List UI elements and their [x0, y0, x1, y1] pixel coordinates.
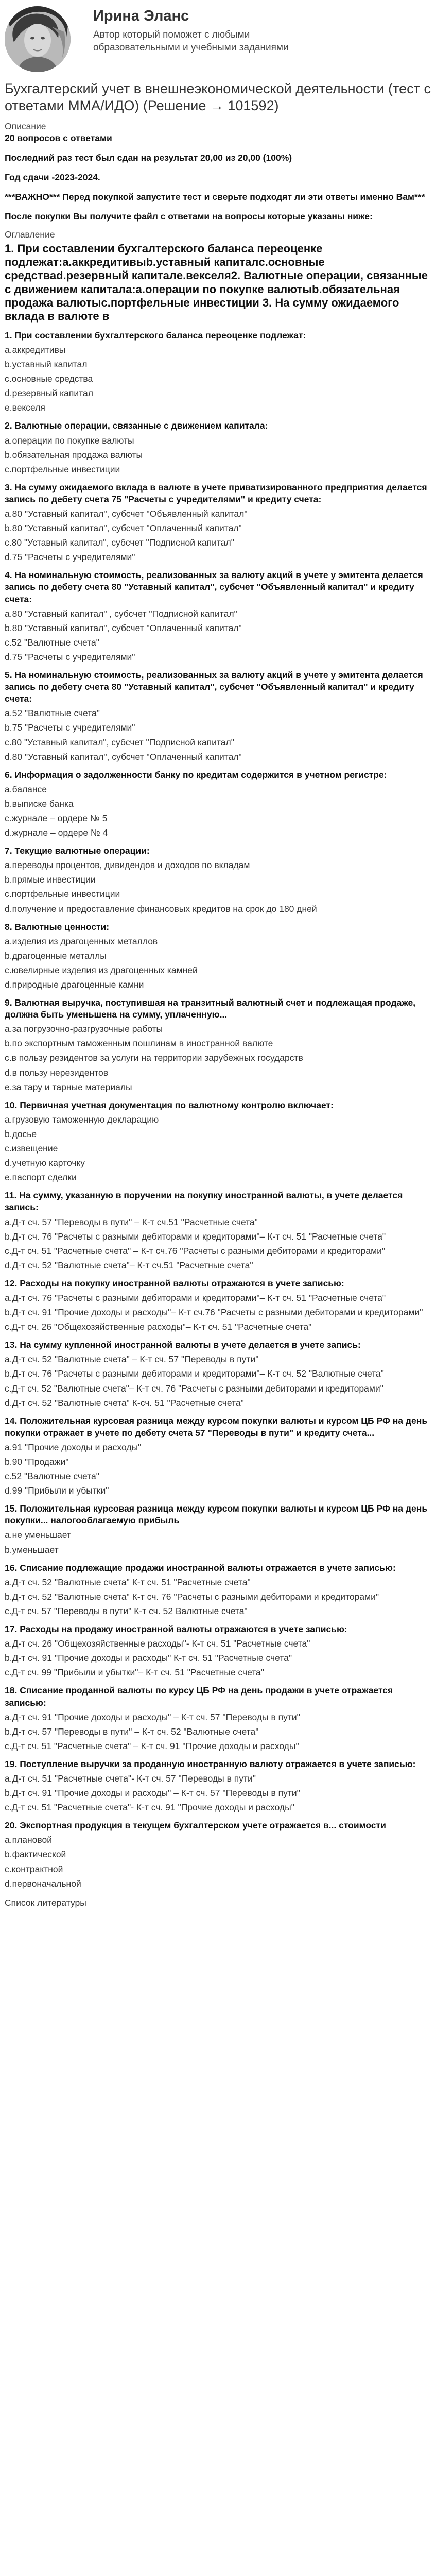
answer-option: a.аккредитивы [5, 344, 66, 355]
question-block [5, 921, 431, 991]
toc-label: Оглавление [5, 229, 55, 240]
answer-option: b.досье [5, 1128, 37, 1139]
question-title: 9. Валютная выручка, поступившая на транзитный валютный счет и подлежащая продаже, должна быть уменьшена на сумму, уплаченную... [5, 997, 416, 1020]
answer-option: c.журнале – ордере № 5 [5, 812, 108, 823]
answer-option: b.выписке банка [5, 798, 74, 809]
answer-option: d.75 "Расчеты с учредителями" [5, 552, 135, 563]
answer-option: c.Д-т сч. 51 "Расчетные счета" – К-т сч. 91 "Прочие доходы и расходы" [5, 1740, 299, 1751]
question-title: 3. На сумму ожидаемого вклада в валюте в учете приватизированного предприятия делается запись по дебету счета 75 "Расчеты с учредителями" и кредиту счета: [5, 482, 427, 504]
answer-option: c.в пользу резидентов за услуги на территории зарубежных государств [5, 1053, 303, 1063]
question-block [5, 1099, 431, 1184]
question-block [5, 1339, 431, 1409]
answer-option: b.80 "Уставный капитал", субсчет "Оплаченный капитал" [5, 622, 242, 633]
answer-option: a.80 "Уставный капитал", субсчет "Объявленный капитал" [5, 509, 248, 519]
answer-option: a.52 "Валютные счета" [5, 708, 100, 719]
answer-option: b.обязательная продажа валюты [5, 449, 143, 460]
question-block [5, 769, 431, 839]
answer-option: a.Д-т сч. 26 "Общехозяйственные расходы"- К-т сч. 51 "Расчетные счета" [5, 1638, 310, 1649]
answer-option: b.Д-т сч. 57 "Переводы в пути" – К-т сч. 52 "Валютные счета" [5, 1726, 259, 1737]
important-notice: ***ВАЖНО*** Перед покупкой запустите тест и сверьте подходят ли эти ответы именно Вам*** [5, 192, 425, 202]
question-title: 6. Информация о задолженности банку по кредитам содержится в учетном регистре: [5, 769, 387, 780]
answer-option: b.Д-т сч. 52 "Валютные счета" К-т сч. 76 "Расчеты с разными дебиторами и кредиторами" [5, 1591, 379, 1602]
answer-option: b.прямые инвестиции [5, 874, 96, 885]
exam-year: Год сдачи -2023-2024. [5, 172, 100, 183]
answer-option: a.Д-т сч. 57 "Переводы в пути" – К-т сч.51 "Расчетные счета" [5, 1216, 258, 1227]
answer-option: c.52 "Валютные счета" [5, 1471, 99, 1482]
question-block [5, 1415, 431, 1497]
answer-option: b.90 "Продажи" [5, 1456, 69, 1467]
question-title: 20. Экспортная продукция в текущем бухгалтерском учете отражается в... стоимости [5, 1820, 386, 1831]
answer-option: c.52 "Валютные счета" [5, 637, 99, 648]
question-block [5, 669, 431, 763]
answer-option: b.75 "Расчеты с учредителями" [5, 722, 135, 733]
answer-option: c.Д-т сч. 51 "Расчетные счета"- К-т сч. 91 "Прочие доходы и расходы" [5, 1802, 294, 1813]
answer-option: c.Д-т сч. 52 "Валютные счета"– К-т сч. 76 "Расчеты с разными дебиторами и кредиторами" [5, 1383, 383, 1394]
question-title: 13. На сумму купленной иностранной валюты в учете делается в учете запись: [5, 1340, 361, 1350]
question-title: 7. Текущие валютные операции: [5, 845, 150, 856]
answer-option: c.контрактной [5, 1863, 63, 1874]
answer-option: d.99 "Прибыли и убытки" [5, 1485, 109, 1496]
answer-option: c.Д-т сч. 57 "Переводы в пути" К-т сч. 52 Валютные счета" [5, 1605, 248, 1616]
answer-option: c.Д-т сч. 26 "Общехозяйственные расходы"– К-т сч. 51 "Расчетные счета" [5, 1321, 312, 1332]
question-block [5, 1623, 431, 1679]
answer-option: d.Д-т сч. 52 "Валютные счета"– К-т сч.51 "Расчетные счета" [5, 1260, 253, 1270]
question-block [5, 997, 431, 1093]
question-title: 12. Расходы на покупку иностранной валюты отражаются в учете записью: [5, 1278, 344, 1289]
question-block [5, 569, 431, 663]
avatar-portrait-icon [5, 6, 71, 72]
question-block [5, 1503, 431, 1555]
answer-option: a.Д-т сч. 52 "Валютные счета" – К-т сч. 57 "Переводы в пути" [5, 1354, 259, 1365]
answer-option: a.плановой [5, 1835, 53, 1845]
question-title: 10. Первичная учетная документация по валютному контролю включает: [5, 1099, 334, 1110]
description-label: Описание [5, 121, 46, 131]
question-block [5, 330, 431, 414]
answer-option: d.резервный капитал [5, 388, 93, 399]
question-title: 14. Положительная курсовая разница между курсом покупки валюты и курсом ЦБ РФ на день покупки отражает в учете по дебету счета 57 "Переводы в пути" и кредиту счета... [5, 1415, 428, 1438]
question-block [5, 1685, 431, 1752]
answer-option: a.Д-т сч. 91 "Прочие доходы и расходы" – К-т сч. 57 "Переводы в пути" [5, 1711, 300, 1722]
answer-option: a.за погрузочно-разгрузочные работы [5, 1024, 163, 1035]
question-block [5, 482, 431, 564]
question-block [5, 1190, 431, 1272]
answer-option: b.уставный капитал [5, 359, 88, 370]
answer-option: c.портфельные инвестиции [5, 889, 120, 900]
question-title: 2. Валютные операции, связанные с движением капитала: [5, 420, 268, 431]
answer-option: c.извещение [5, 1143, 58, 1154]
answer-option: a.операции по покупке валюты [5, 435, 134, 446]
answer-option: c.80 "Уставный капитал", субсчет "Подписной капитал" [5, 737, 234, 748]
answer-option: b.уменьшает [5, 1544, 59, 1555]
answer-option: b.Д-т сч. 91 "Прочие доходы и расходы"– К-т сч.76 "Расчеты с разными дебиторами и кредиторами" [5, 1307, 423, 1318]
author-profile [5, 6, 431, 72]
question-title: 1. При составлении бухгалтерского баланса переоценке подлежат: [5, 330, 306, 341]
question-block [5, 1562, 431, 1617]
answer-option: a.переводы процентов, дивидендов и доходов по вкладам [5, 860, 250, 871]
question-title: 18. Списание проданной валюты по курсу ЦБ РФ на день продажи в учете отражается записью: [5, 1685, 393, 1708]
references-label: Список литературы [5, 1897, 86, 1908]
answer-option: a.Д-т сч. 51 "Расчетные счета"- К-т сч. 57 "Переводы в пути" [5, 1773, 256, 1784]
question-block [5, 1278, 431, 1333]
answer-option: c.основные средства [5, 374, 93, 384]
answer-option: c.80 "Уставный капитал", субсчет "Подписной капитал" [5, 537, 234, 548]
author-avatar[interactable] [5, 6, 71, 72]
answer-option: b.Д-т сч. 76 "Расчеты с разными дебиторами и кредиторами"– К-т сч. 52 "Валютные счета" [5, 1368, 384, 1379]
answer-option: b.Д-т сч. 91 "Прочие доходы и расходы" – К-т сч. 57 "Переводы в пути" [5, 1788, 300, 1799]
question-block [5, 420, 431, 475]
answer-option: b.80 "Уставный капитал", субсчет "Оплаченный капитал" [5, 523, 242, 534]
answer-option: e.за тару и тарные материалы [5, 1081, 132, 1092]
answer-option: b.фактической [5, 1849, 66, 1860]
toc-text: 1. При составлении бухгалтерского баланса переоценке подлежат:a.аккредитивыb.уставный капиталc.основные средстваd.резервный капиталe.векселя2. Валютные операции, связанные с движением капитала:a.операции по покупке валютыb.обязательная продажа валютыc.портфельные инвестиции 3. На сумму ожидаемого вклада в валюте в [5, 242, 428, 323]
answer-option: c.ювелирные изделия из драгоценных камней [5, 964, 198, 975]
question-title: 8. Валютные ценности: [5, 921, 110, 932]
answer-option: a.не уменьшает [5, 1530, 71, 1540]
answer-option: c.портфельные инвестиции [5, 464, 120, 474]
answers-count: 20 вопросов с ответами [5, 132, 112, 143]
questions-list [5, 330, 431, 1890]
document-title: Бухгалтерский учет в внешнеэкономической деятельности (тест с ответами ММА/ИДО) (Решение → 101592) [5, 81, 431, 113]
question-block [5, 1758, 431, 1814]
answer-option: d.80 "Уставный капитал", субсчет "Оплаченный капитал" [5, 751, 242, 762]
answer-option: d.в пользу нерезидентов [5, 1067, 109, 1078]
last-pass-result: Последний раз тест был сдан на результат 20,00 из 20,00 (100%) [5, 152, 292, 163]
answer-option: a.Д-т сч. 76 "Расчеты с разными дебиторами и кредиторами"– К-т сч. 51 "Расчетные счета" [5, 1292, 386, 1303]
answer-option: d.Д-т сч. 52 "Валютные счета" К-сч. 51 "Расчетные счета" [5, 1397, 244, 1408]
answer-option: c.Д-т сч. 99 "Прибыли и убытки"– К-т сч. 51 "Расчетные счета" [5, 1667, 264, 1678]
question-title: 19. Поступление выручки за проданную иностранную валюту отражается в учете записью: [5, 1758, 416, 1769]
answer-option: c.Д-т сч. 51 "Расчетные счета" – К-т сч.76 "Расчеты с разными дебиторами и кредиторами" [5, 1245, 386, 1256]
answer-option: a.91 "Прочие доходы и расходы" [5, 1442, 142, 1452]
answer-option: b.Д-т сч. 76 "Расчеты с разными дебиторами и кредиторами"– К-т сч. 51 "Расчетные счета" [5, 1231, 386, 1242]
author-name[interactable]: Ирина Эланс [93, 8, 189, 24]
question-title: 16. Списание подлежащие продажи иностранной валюты отражается в учете записью: [5, 1562, 396, 1573]
answer-option: d.журнале – ордере № 4 [5, 827, 108, 838]
answer-option: b.Д-т сч. 91 "Прочие доходы и расходы" К-т сч. 51 "Расчетные счета" [5, 1653, 292, 1664]
question-block [5, 1820, 431, 1889]
answer-option: a.грузовую таможенную декларацию [5, 1114, 159, 1125]
answer-option: a.изделия из драгоценных металлов [5, 936, 158, 946]
answer-option: a.балансе [5, 784, 47, 794]
answer-option: d.природные драгоценные камни [5, 979, 144, 990]
after-purchase-note: После покупки Вы получите файл с ответами на вопросы которые указаны ниже: [5, 211, 373, 222]
question-title: 11. На сумму, указанную в поручении на покупку иностранной валюты, в учете делается запись: [5, 1190, 403, 1213]
answer-option: d.75 "Расчеты с учредителями" [5, 651, 135, 662]
question-title: 15. Положительная курсовая разница между курсом покупки валюты и курсом ЦБ РФ на день покупки... налогооблагаемую прибыль [5, 1503, 428, 1526]
answer-option: d.получение и предоставление финансовых кредитов на срок до 180 дней [5, 903, 317, 914]
answer-option: a.Д-т сч. 52 "Валютные счета" К-т сч. 51 "Расчетные счета" [5, 1577, 251, 1587]
question-title: 5. На номинальную стоимость, реализованных за валюту акций в учете у эмитента делается запись по дебету счета 80 "Уставный капитал", субсчет "Объявленный капитал" и кредиту счета: [5, 670, 423, 704]
answer-option: d.первоначальной [5, 1878, 81, 1889]
author-description: Автор который поможет с любыми образовательными и учебными заданиями [93, 29, 289, 54]
answer-option: b.драгоценные металлы [5, 950, 107, 961]
answer-option: e.паспорт сделки [5, 1172, 77, 1183]
answer-option: b.по экспортным таможенным пошлинам в иностранной валюте [5, 1038, 273, 1049]
question-title: 4. На номинальную стоимость, реализованных за валюту акций в учете у эмитента делается запись по дебету счета 80 "Уставный капитал", субсчет "Объявленный капитал" и кредиту счета: [5, 570, 423, 604]
author-info [93, 6, 309, 55]
answer-option: a.80 "Уставный капитал" , субсчет "Подписной капитал" [5, 608, 237, 619]
answer-option: e.векселя [5, 402, 45, 413]
question-title: 17. Расходы на продажу иностранной валюты отражаются в учете записью: [5, 1624, 347, 1635]
question-block [5, 845, 431, 914]
answer-option: d.учетную карточку [5, 1158, 85, 1168]
